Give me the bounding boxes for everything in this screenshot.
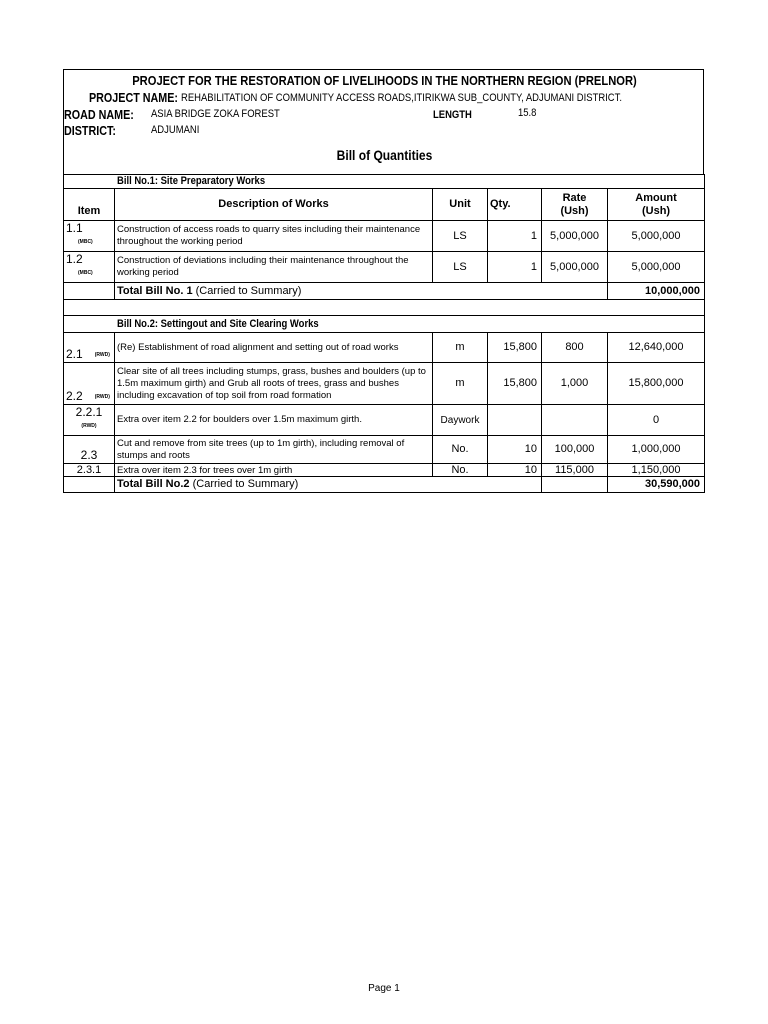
length-label: LENGTH: [433, 109, 472, 121]
item-amount: 1,150,000: [608, 464, 705, 477]
item-unit: m: [433, 363, 488, 405]
item-description: Extra over item 2.3 for trees over 1m girth: [115, 464, 433, 477]
road-name-label: ROAD NAME:: [64, 108, 134, 122]
item-rate: 100,000: [542, 436, 608, 464]
col-unit-header: Unit: [433, 189, 488, 221]
district-label: DISTRICT:: [64, 124, 116, 138]
project-name-label: PROJECT NAME:: [89, 91, 178, 105]
bill-of-quantities-document: [63, 69, 704, 493]
table-row: [64, 464, 705, 477]
item-amount: 5,000,000: [608, 221, 705, 252]
bill1-total-label: Total Bill No. 1: [117, 284, 193, 297]
item-number: 2.3.1: [76, 463, 102, 476]
project-title: PROJECT FOR THE RESTORATION OF LIVELIHOODS IN THE NORTHERN REGION (PRELNOR): [132, 73, 637, 88]
col-qty-header: Qty.: [488, 189, 542, 221]
spacer-row: [64, 300, 705, 316]
district-value: ADJUMANI: [151, 124, 200, 136]
col-rate-header: Rate (Ush): [542, 189, 608, 221]
bill1-total-note: (Carried to Summary): [195, 284, 302, 297]
item-rate: 1,000: [542, 363, 608, 405]
item-number: 1.2: [66, 252, 83, 267]
table-row: [64, 405, 705, 436]
item-amount: 12,640,000: [608, 333, 705, 363]
item-rate: 5,000,000: [542, 221, 608, 252]
col-description-header: Description of Works: [115, 189, 433, 221]
boq-table: [63, 174, 705, 493]
item-unit: Daywork: [433, 405, 488, 436]
item-amount: 1,000,000: [608, 436, 705, 464]
item-qty: 1: [488, 252, 542, 283]
boq-title: Bill of Quantities: [336, 147, 433, 163]
col-item-header: Item: [64, 189, 115, 221]
item-description: Construction of access roads to quarry sites including their maintenance throughout the working period: [115, 221, 433, 252]
table-row: [64, 221, 705, 252]
item-qty: [488, 405, 542, 436]
item-amount: 5,000,000: [608, 252, 705, 283]
project-name-value: REHABILITATION OF COMMUNITY ACCESS ROADS,ITIRIKWA SUB_COUNTY, ADJUMANI DISTRICT.: [181, 92, 623, 104]
item-tag: (RWD): [94, 393, 110, 400]
item-unit: m: [433, 333, 488, 363]
bill2-total-row: [64, 477, 705, 493]
bill1-heading-row: [64, 175, 705, 189]
document-header: [63, 69, 704, 174]
item-tag: (MBC): [78, 239, 93, 246]
item-description: Extra over item 2.2 for boulders over 1.5m maximum girth.: [115, 405, 433, 436]
item-amount: 0: [608, 405, 705, 436]
road-name-value: ASIA BRIDGE ZOKA FOREST: [151, 108, 280, 120]
bill1-heading: Bill No.1: Site Preparatory Works: [116, 175, 265, 187]
item-unit: LS: [433, 221, 488, 252]
bill2-heading: Bill No.2: Settingout and Site Clearing Works: [116, 317, 319, 330]
table-row: [64, 436, 705, 464]
bill2-total-amount: 30,590,000: [608, 477, 705, 493]
item-qty: 10: [488, 436, 542, 464]
item-rate: 5,000,000: [542, 252, 608, 283]
bill1-total-row: [64, 283, 705, 300]
item-description: Cut and remove from site trees (up to 1m girth), including removal of stumps and roots: [115, 436, 433, 464]
table-row: [64, 363, 705, 405]
item-description: Construction of deviations including their maintenance throughout the working period: [115, 252, 433, 283]
item-tag: (MBC): [78, 270, 93, 277]
item-number: 2.3: [80, 448, 98, 462]
item-amount: 15,800,000: [608, 363, 705, 405]
item-tag: (RWD): [94, 351, 110, 358]
item-number: 1.1: [66, 221, 83, 236]
item-qty: 15,800: [488, 363, 542, 405]
item-number: 2.1: [66, 347, 83, 361]
item-unit: No.: [433, 464, 488, 477]
item-qty: 15,800: [488, 333, 542, 363]
item-number: 2.2: [66, 389, 83, 403]
col-amount-header: Amount (Ush): [608, 189, 705, 221]
item-rate: 115,000: [542, 464, 608, 477]
bill1-total-amount: 10,000,000: [608, 283, 705, 300]
item-number: 2.2.1: [75, 405, 103, 420]
item-tag: (RWD): [81, 423, 97, 430]
item-unit: No.: [433, 436, 488, 464]
item-rate: 800: [542, 333, 608, 363]
item-qty: 10: [488, 464, 542, 477]
item-unit: LS: [433, 252, 488, 283]
item-description: (Re) Establishment of road alignment and setting out of road works: [115, 333, 433, 363]
item-description: Clear site of all trees including stumps, grass, bushes and boulders (up to 1.5m maximum girth) and Grub all roots of trees, grass and bushes including excavation of top soil from road formation: [115, 363, 433, 405]
column-header-row: [64, 189, 705, 221]
item-rate: [542, 405, 608, 436]
table-row: [64, 252, 705, 283]
length-value: 15.8: [518, 107, 537, 119]
bill2-total-label: Total Bill No.2: [117, 478, 190, 490]
table-row: [64, 333, 705, 363]
bill2-heading-row: [64, 316, 705, 333]
bill2-total-note: (Carried to Summary): [192, 478, 299, 490]
page-number: Page 1: [368, 983, 400, 994]
item-qty: 1: [488, 221, 542, 252]
